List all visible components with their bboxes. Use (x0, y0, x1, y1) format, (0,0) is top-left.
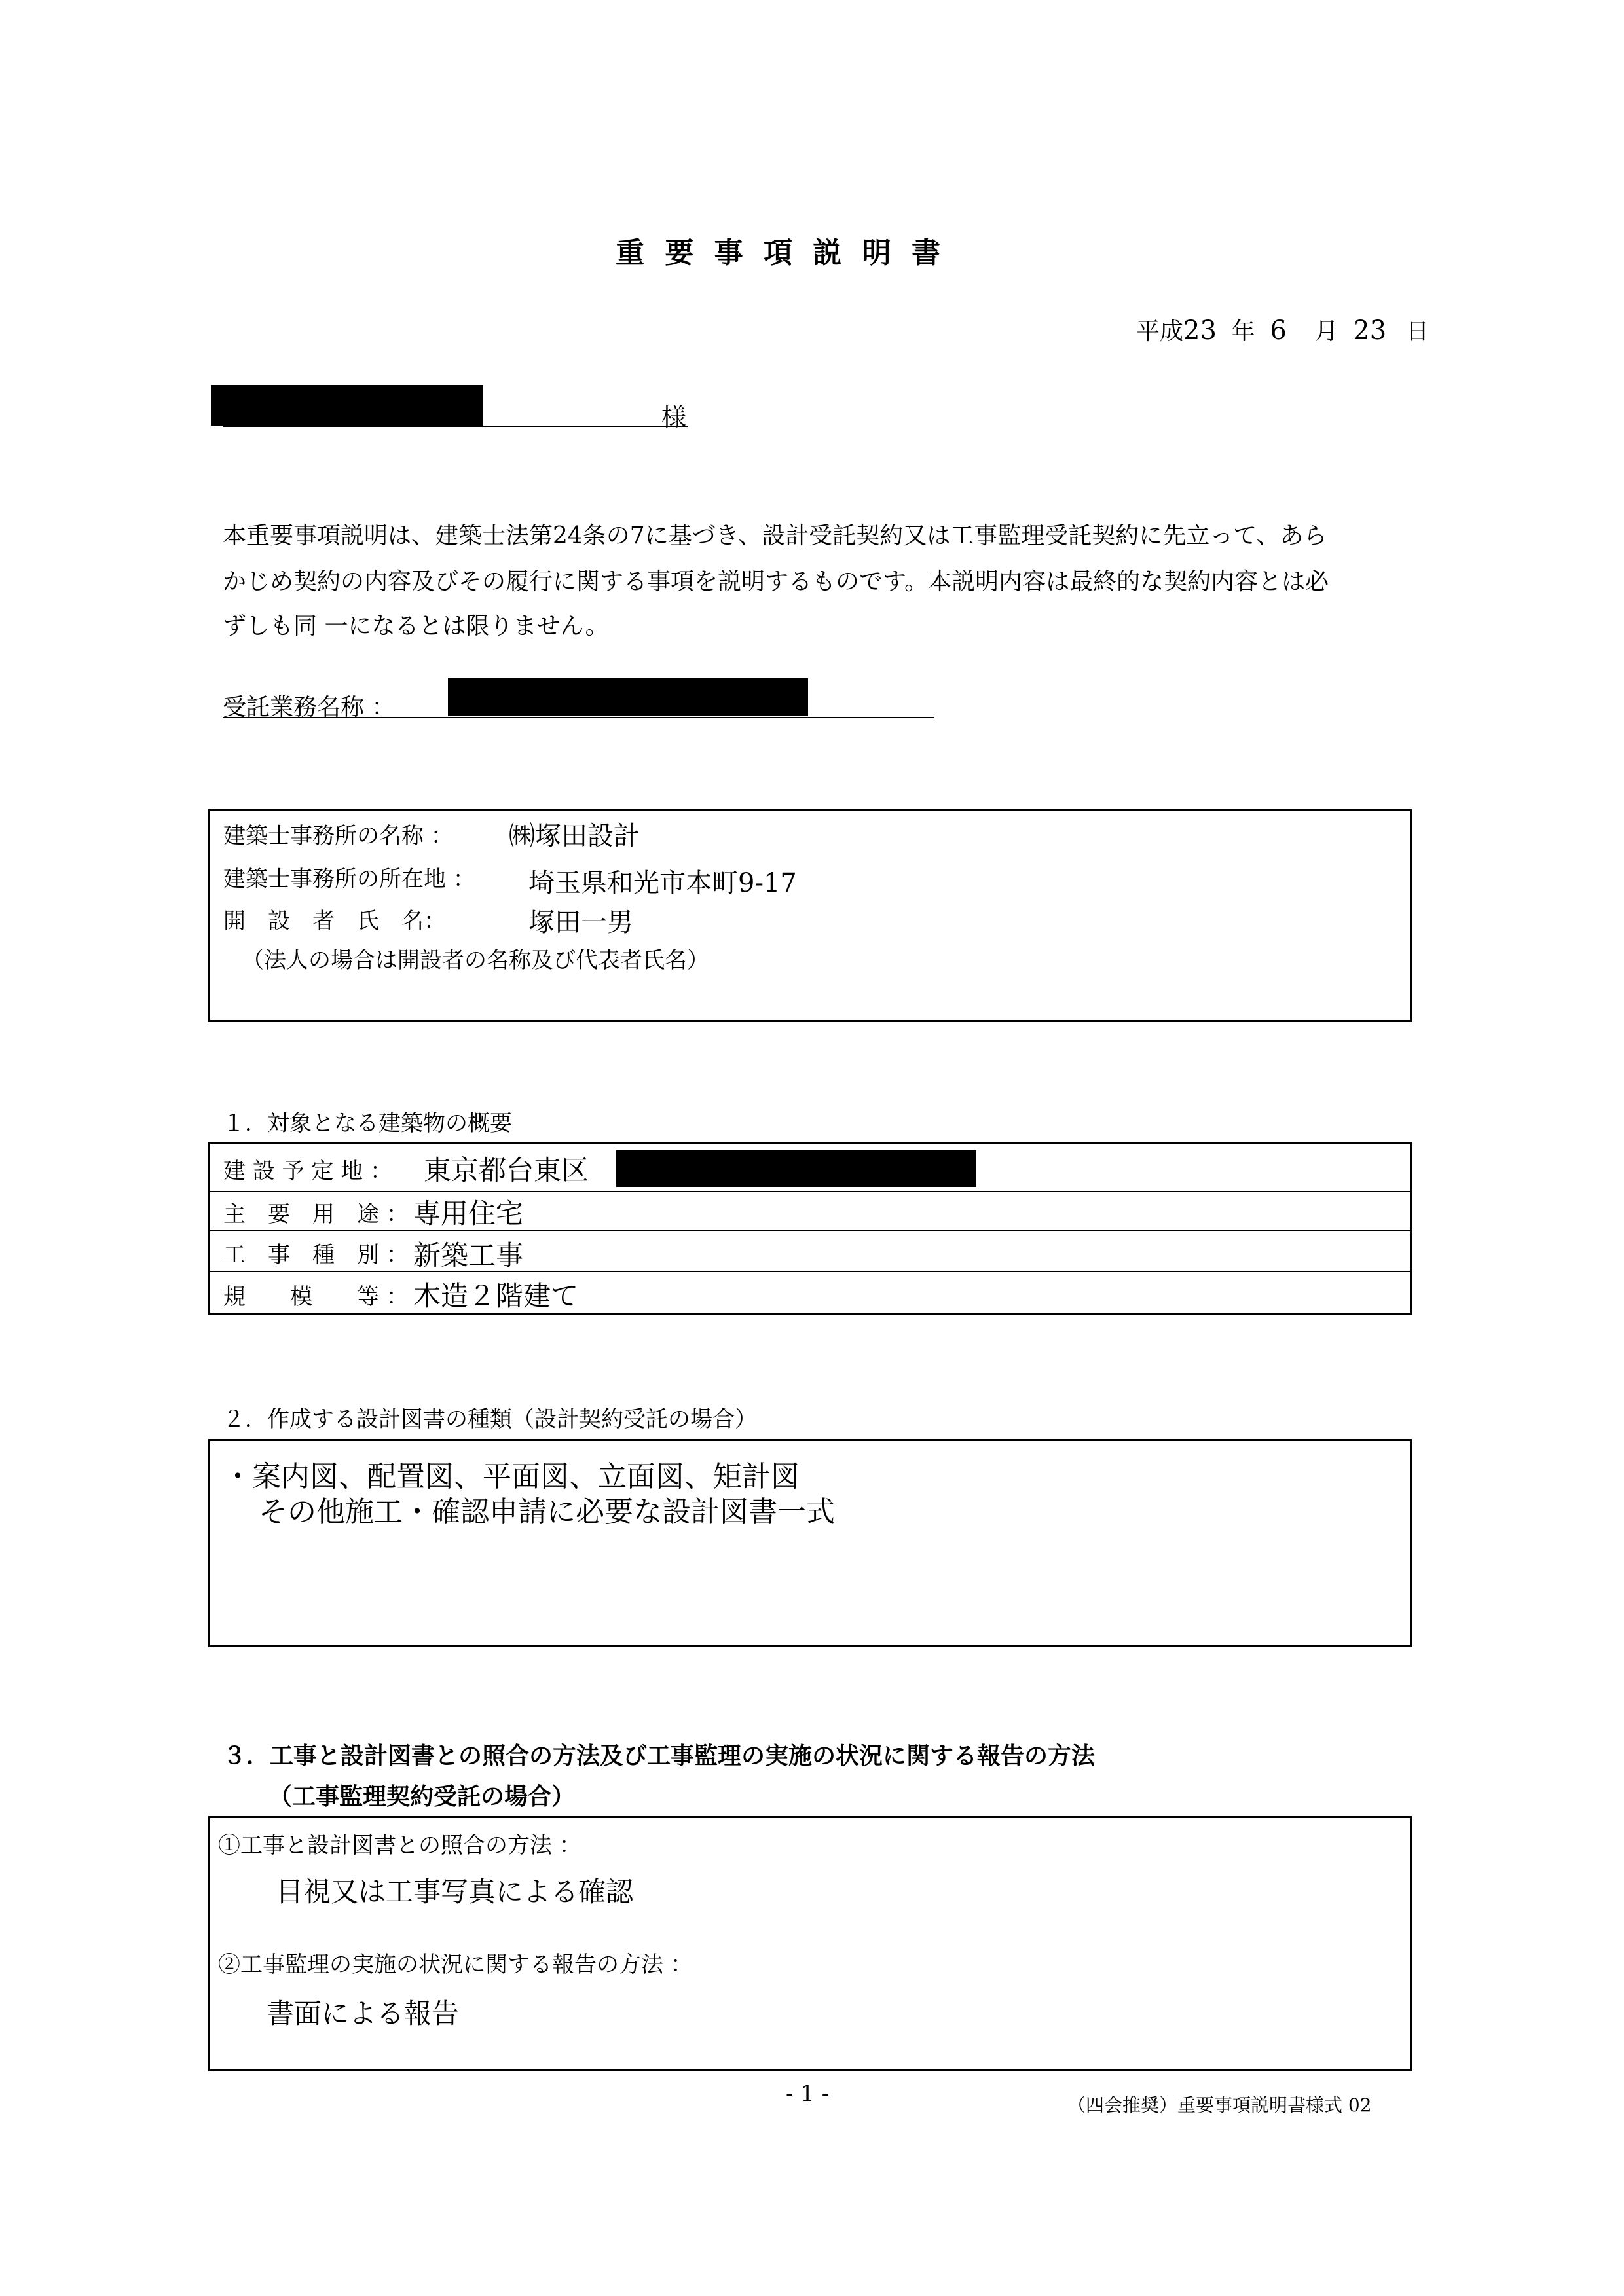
building-site-label: 建 設 予 定 地 ： (223, 1158, 393, 1184)
building-site-redaction (616, 1150, 976, 1187)
office-note: （法人の場合は開設者の名称及び代表者氏名） (242, 947, 709, 974)
office-name-label: 建築士事務所の名称 ： (223, 823, 453, 849)
date-month-unit: 月 (1314, 318, 1338, 345)
office-info-box (208, 809, 1412, 1022)
inspection-method-value: 目視又は工事写真による確認 (276, 1876, 634, 1908)
row-divider (210, 1271, 1410, 1272)
scale-value: 木造２階建て (413, 1280, 579, 1312)
contract-name-redaction (448, 678, 808, 716)
office-founder-label: 開 設 者 氏 名： (223, 908, 446, 934)
construction-type-label: 工 事 種 別 ： (223, 1242, 409, 1268)
intro-line-3: ずしも同 一になるとは限りません。 (223, 613, 609, 640)
office-name-value: ㈱塚田設計 (509, 821, 640, 851)
page-title: 重 要 事 項 説 明 書 (616, 236, 946, 270)
drawings-line-2: その他施工・確認申請に必要な設計図書一式 (259, 1495, 835, 1529)
date-year-unit: 年 (1231, 318, 1255, 345)
section3-box (208, 1816, 1412, 2071)
report-method-label: ②工事監理の実施の状況に関する報告の方法 ： (218, 1952, 693, 1978)
contract-name-label: 受託業務名称 ： (223, 694, 396, 721)
intro-line-1: 本重要事項説明は、建築士法第24条の7に基づき、設計受託契約又は工事監理受託契約に先立って、あら (223, 522, 1327, 549)
report-method-value: 書面による報告 (267, 1997, 460, 2030)
construction-type-value: 新築工事 (413, 1239, 524, 1271)
form-identifier: （四会推奨）重要事項説明書様式 02 (1067, 2094, 1372, 2116)
recipient-suffix: 様 (661, 403, 687, 431)
section3-heading: ３．工事と設計図書との照合の方法及び工事監理の実施の状況に関する報告の方法 (223, 1743, 1096, 1770)
office-address-value: 埼玉県和光市本町9-17 (528, 868, 797, 898)
scale-label: 規 模 等 ： (223, 1284, 409, 1310)
section1-heading: １．対象となる建築物の概要 (223, 1110, 512, 1137)
section2-box (208, 1439, 1412, 1647)
row-divider (210, 1191, 1410, 1192)
date-day-unit: 日 (1406, 319, 1429, 345)
page-number: - 1 - (786, 2081, 830, 2107)
date-month: 6 (1270, 316, 1287, 346)
date-year: 23 (1183, 316, 1217, 346)
drawings-line-1: ・案内図、配置図、平面図、立面図、矩計図 (223, 1460, 800, 1493)
main-use-label: 主 要 用 途 ： (223, 1201, 409, 1228)
recipient-name-redaction (211, 385, 483, 426)
office-address-label: 建築士事務所の所在地 ： (223, 866, 475, 892)
inspection-method-label: ①工事と設計図書との照合の方法 ： (218, 1832, 581, 1859)
date-era: 平成 (1136, 318, 1184, 345)
section1-box (208, 1142, 1412, 1315)
office-founder-value: 塚田一男 (528, 907, 633, 938)
recipient-underline (223, 426, 688, 427)
intro-line-2: かじめ契約の内容及びその履行に関する事項を説明するものです。本説明内容は最終的な契約内容とは必 (223, 568, 1329, 595)
main-use-value: 専用住宅 (413, 1197, 524, 1230)
section3-subheading: （工事監理契約受託の場合） (268, 1783, 576, 1810)
building-site-value: 東京都台東区 (424, 1154, 589, 1186)
contract-name-underline (223, 717, 934, 718)
row-divider (210, 1230, 1410, 1231)
date-day: 23 (1353, 316, 1387, 346)
document-date (1136, 313, 1429, 346)
section2-heading: ２．作成する設計図書の種類（設計契約受託の場合） (223, 1406, 757, 1432)
